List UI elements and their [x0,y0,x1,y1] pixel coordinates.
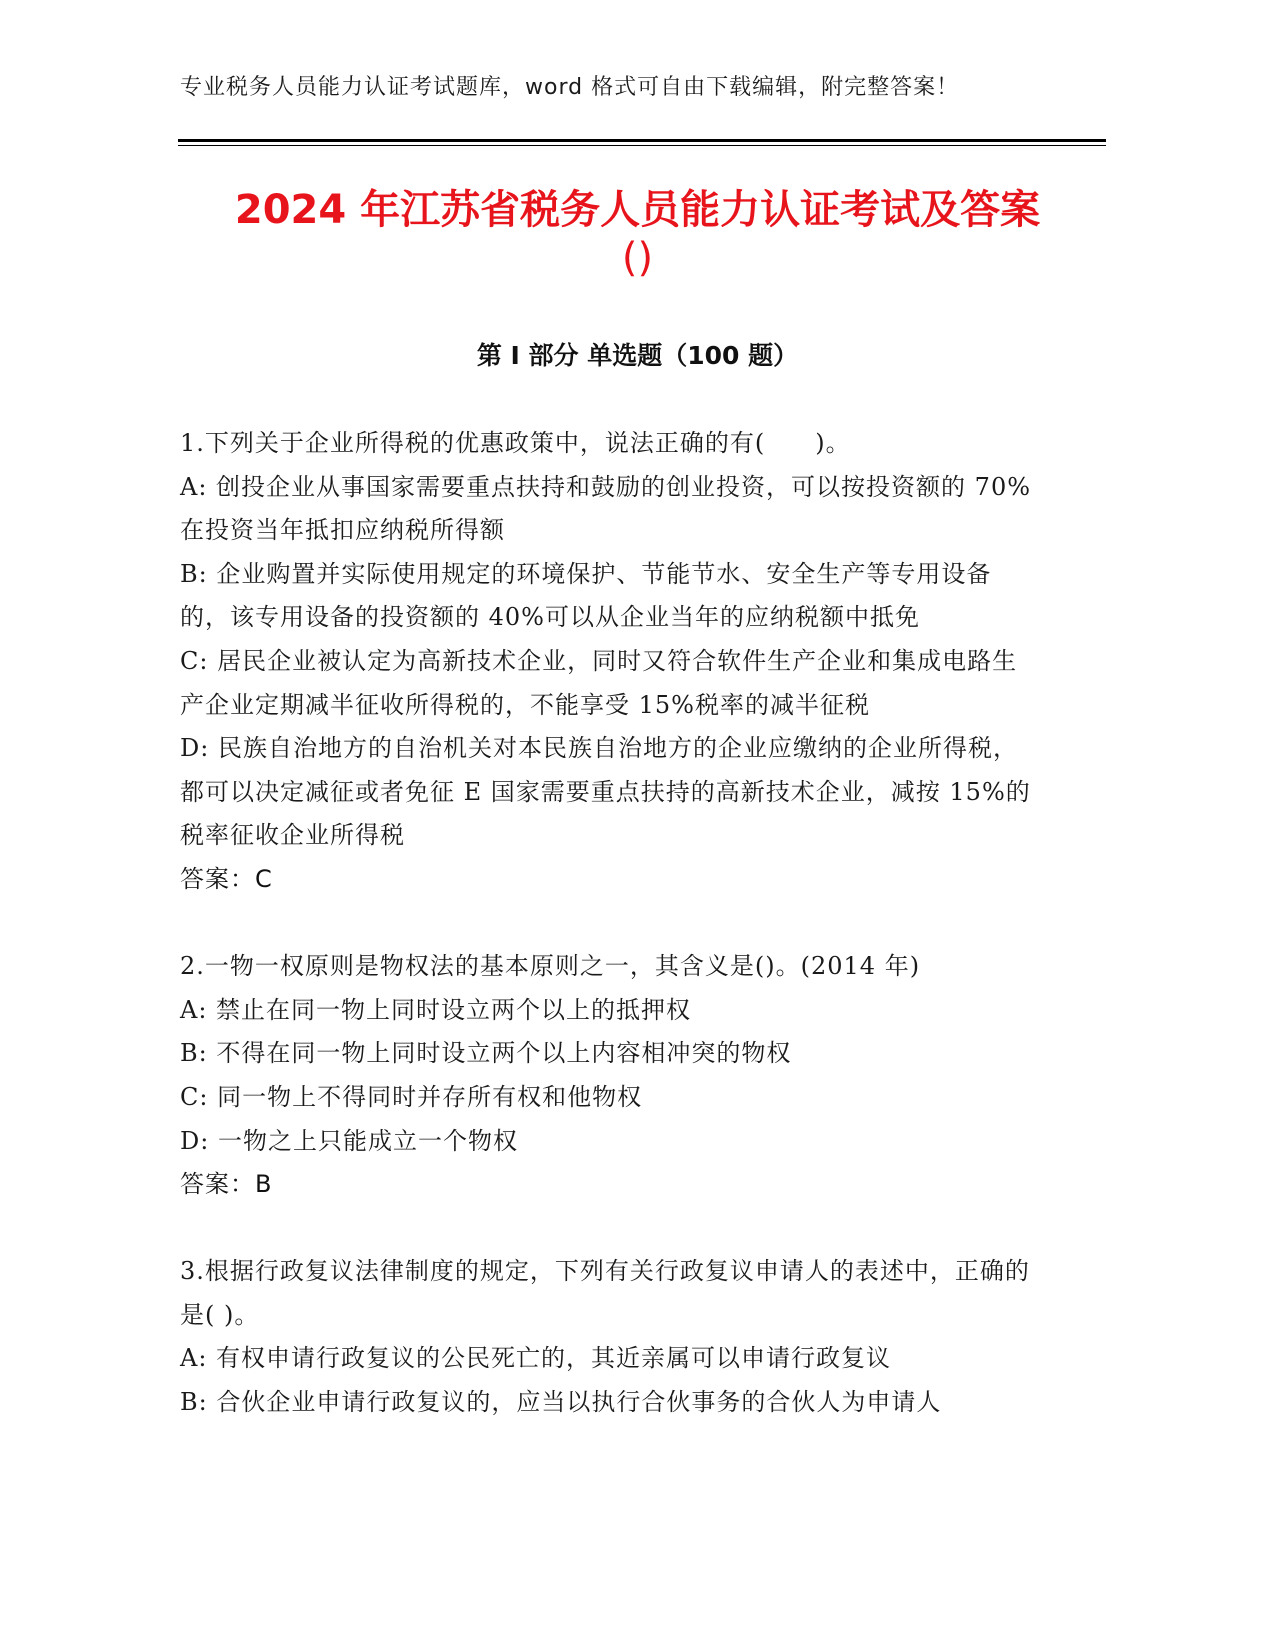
question-list [180,422,1040,1468]
header-tagline: 专业税务人员能力认证考试题库，word 格式可自由下载编辑，附完整答案！ [180,75,960,100]
question-1 [180,422,1040,902]
header-divider-thick [178,139,1106,142]
option-b: B: 合伙企业申请行政复议的，应当以执行合伙事务的合伙人为申请人 [180,1388,942,1417]
question-stem: 2.一物一权原则是物权法的基本原则之一，其含义是()。(2014 年) [180,952,921,981]
option-c: C: 居民企业被认定为高新技术企业，同时又符合软件生产企业和集成电路生产企业定期减半征收所得税的，不能享受 15%税率的减半征税 [180,646,1018,719]
option-a: A: 创投企业从事国家需要重点扶持和鼓励的创业投资，可以按投资额的 70%在投资当年抵扣应纳税所得额 [180,472,1032,545]
option-d: D: 一物之上只能成立一个物权 [180,1126,518,1155]
option-d: D: 民族自治地方的自治机关对本民族自治地方的企业应缴纳的企业所得税，都可以决定减征或者免征 E 国家需要重点扶持的高新技术企业，减按 15%的税率征收企业所得税 [180,734,1031,850]
document-title-paren: () [621,235,654,281]
option-b: B: 不得在同一物上同时设立两个以上内容相冲突的物权 [180,1039,792,1068]
question-2 [180,945,1040,1207]
option-a: A: 禁止在同一物上同时设立两个以上的抵押权 [180,995,692,1024]
document-title-main: 2024 年江苏省税务人员能力认证考试及答案 [234,187,1041,233]
option-a: A: 有权申请行政复议的公民死亡的，其近亲属可以申请行政复议 [180,1344,892,1373]
question-3 [180,1250,1040,1424]
option-b: B: 企业购置并实际使用规定的环境保护、节能节水、安全生产等专用设备的，该专用设备的投资额的 40%可以从企业当年的应纳税额中抵免 [180,559,992,632]
answer-line: 答案：B [180,1170,273,1199]
question-stem: 3.根据行政复议法律制度的规定，下列有关行政复议申请人的表述中，正确的是( )。 [180,1257,1030,1329]
answer-line: 答案：C [180,864,273,893]
option-c: C: 同一物上不得同时并存所有权和他物权 [180,1082,643,1111]
section-heading: 第 I 部分 单选题（100 题） [476,341,799,370]
document-title [140,186,1135,282]
header-divider-thin [178,145,1106,146]
question-stem: 1.下列关于企业所得税的优惠政策中，说法正确的有( )。 [180,429,851,457]
